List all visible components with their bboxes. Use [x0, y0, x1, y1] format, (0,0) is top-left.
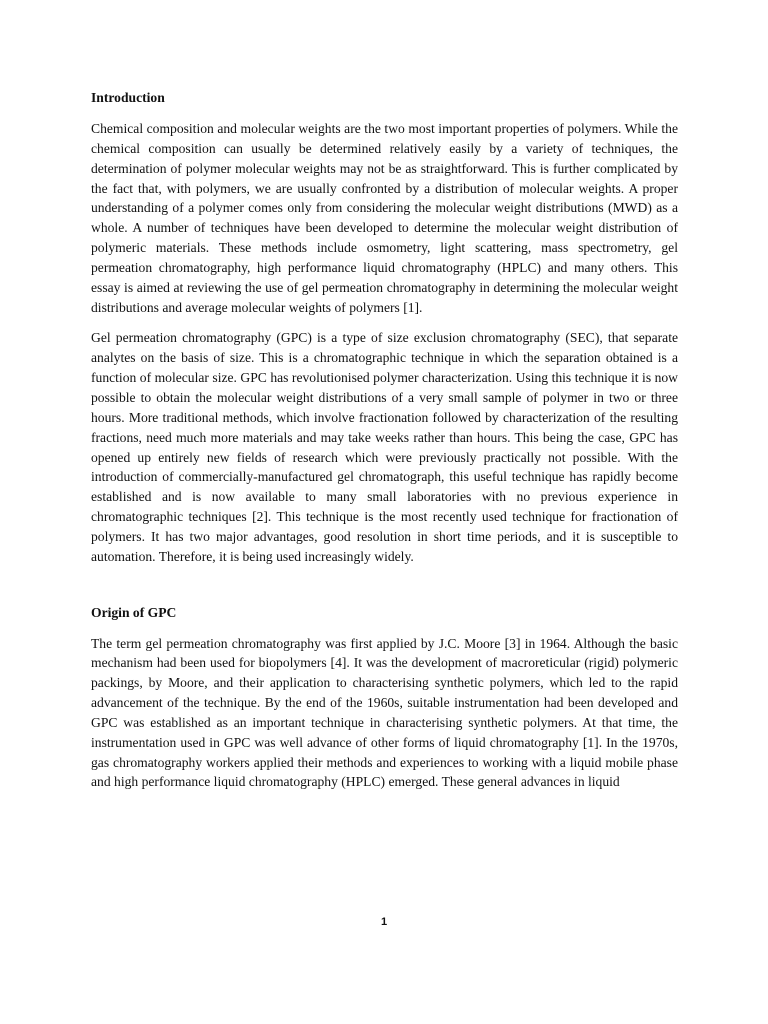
- document-body: [91, 88, 678, 792]
- section-heading-introduction: Introduction: [91, 90, 165, 105]
- paragraph-introduction-1: Chemical composition and molecular weights are the two most important properties of polymers. While the chemical composition can usually be determined relatively easily by a variety of techniques, the determination of polymer molecular weights may not be as straightforward. This is further complicated by the fact that, with polymers, we are usually confronted by a distribution of molecular weights. A proper understanding of a polymer comes only from considering the molecular weight distributions (MWD) as a whole. A number of techniques have been developed to determine the molecular weight distribution of polymeric materials. These methods include osmometry, light scattering, mass spectrometry, gel permeation chromatography, high performance liquid chromatography (HPLC) and many others. This essay is aimed at reviewing the use of gel permeation chromatography in determining the molecular weight distributions and average molecular weights of polymers [1].: [91, 121, 678, 315]
- paragraph-introduction-2: Gel permeation chromatography (GPC) is a type of size exclusion chromatography (SEC), that separate analytes on the basis of size. This is a chromatographic technique in which the separation obtained is a function of molecular size. GPC has revolutionised polymer characterization. Using this technique it is now possible to obtain the molecular weight distributions of a very small sample of polymer in two or three hours. More traditional methods, which involve fractionation followed by characterization of the resulting fractions, need much more materials and may take weeks rather than hours. This being the case, GPC has opened up entirely new fields of research which were previously practically not possible. With the introduction of commercially-manufactured gel chromatograph, this useful technique has rapidly become established and is now available to many small laboratories with no previous experience in chromatographic techniques [2]. This technique is the most recently used technique for fractionation of polymers. It has two major advantages, good resolution in short time periods, and it is susceptible to automation. Therefore, it is being used increasingly widely.: [91, 330, 678, 564]
- paragraph-origin-1: The term gel permeation chromatography was first applied by J.C. Moore [3] in 1964. Although the basic mechanism had been used for biopolymers [4]. It was the development of macroreticular (rigid) polymeric packings, by Moore, and their application to characterising synthetic polymers, which led to the rapid advancement of the technique. By the end of the 1960s, suitable instrumentation had been developed and GPC was established as an important technique in characterising synthetic polymers. At that time, the instrumentation used in GPC was well advance of other forms of liquid chromatography [1]. In the 1970s, gas chromatography workers applied their methods and experiences to working with a liquid mobile phase and high performance liquid chromatography (HPLC) emerged. These general advances in liquid: [91, 635, 678, 790]
- section-heading-origin-of-gpc: Origin of GPC: [91, 604, 177, 620]
- page-number: 1: [380, 916, 388, 928]
